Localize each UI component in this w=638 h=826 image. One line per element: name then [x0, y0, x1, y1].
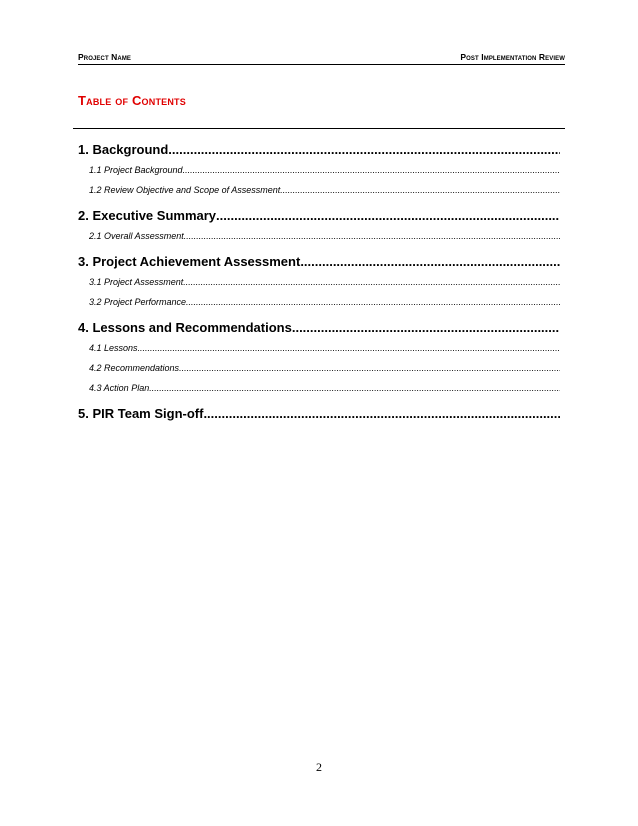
page-header: [78, 50, 565, 65]
dot-leader: [149, 378, 560, 398]
toc-entry-action-plan[interactable]: [78, 378, 560, 398]
dot-leader: [300, 252, 560, 272]
toc-entry-executive-summary[interactable]: [78, 206, 560, 226]
dot-leader: [183, 272, 560, 292]
toc-entry-project-achievement[interactable]: [78, 252, 560, 272]
dot-leader: [168, 140, 560, 160]
toc-entry-label: 4.3 Action Plan: [89, 383, 150, 393]
dot-leader: [292, 318, 560, 338]
toc-entry-project-performance[interactable]: [78, 292, 560, 312]
dot-leader: [138, 338, 560, 358]
toc-entry-label: 3.2 Project Performance: [89, 297, 187, 307]
page-number: 2: [316, 760, 322, 774]
dot-leader: [179, 358, 560, 378]
toc-entry-project-assessment[interactable]: [78, 272, 560, 292]
dot-leader: [280, 180, 560, 200]
dot-leader: [183, 160, 560, 180]
dot-leader: [184, 226, 560, 246]
toc-entry-pir-team-sign-off[interactable]: [78, 404, 560, 424]
table-of-contents: [78, 140, 560, 424]
toc-entry-label: 3. Project Achievement Assessment: [78, 254, 301, 269]
toc-entry-label: 4. Lessons and Recommendations: [78, 320, 292, 335]
toc-entry-label: 2. Executive Summary: [78, 208, 217, 223]
toc-entry-label: 1. Background: [78, 142, 169, 157]
toc-entry-recommendations[interactable]: [78, 358, 560, 378]
toc-title: Table of Contents: [78, 93, 186, 108]
toc-entry-label: 2.1 Overall Assessment: [89, 231, 184, 241]
dot-leader: [203, 404, 560, 424]
toc-entry-overall-assessment[interactable]: [78, 226, 560, 246]
toc-entry-label: 1.2 Review Objective and Scope of Assessment: [89, 185, 281, 195]
toc-entry-lessons-recommendations[interactable]: [78, 318, 560, 338]
toc-entry-label: 4.2 Recommendations: [89, 363, 180, 373]
toc-entry-label: 5. PIR Team Sign-off: [78, 406, 204, 421]
toc-entry-label: 4.1 Lessons: [89, 343, 138, 353]
title-divider: [73, 128, 565, 129]
toc-entry-project-background[interactable]: [78, 160, 560, 180]
toc-entry-review-objective[interactable]: [78, 180, 560, 200]
dot-leader: [186, 292, 560, 312]
toc-entry-background[interactable]: [78, 140, 560, 160]
toc-entry-lessons[interactable]: [78, 338, 560, 358]
dot-leader: [216, 206, 560, 226]
toc-entry-label: 1.1 Project Background: [89, 165, 183, 175]
toc-entry-label: 3.1 Project Assessment: [89, 277, 184, 287]
header-project-name: Project Name: [78, 52, 132, 62]
header-document-title: Post Implementation Review: [460, 52, 565, 62]
